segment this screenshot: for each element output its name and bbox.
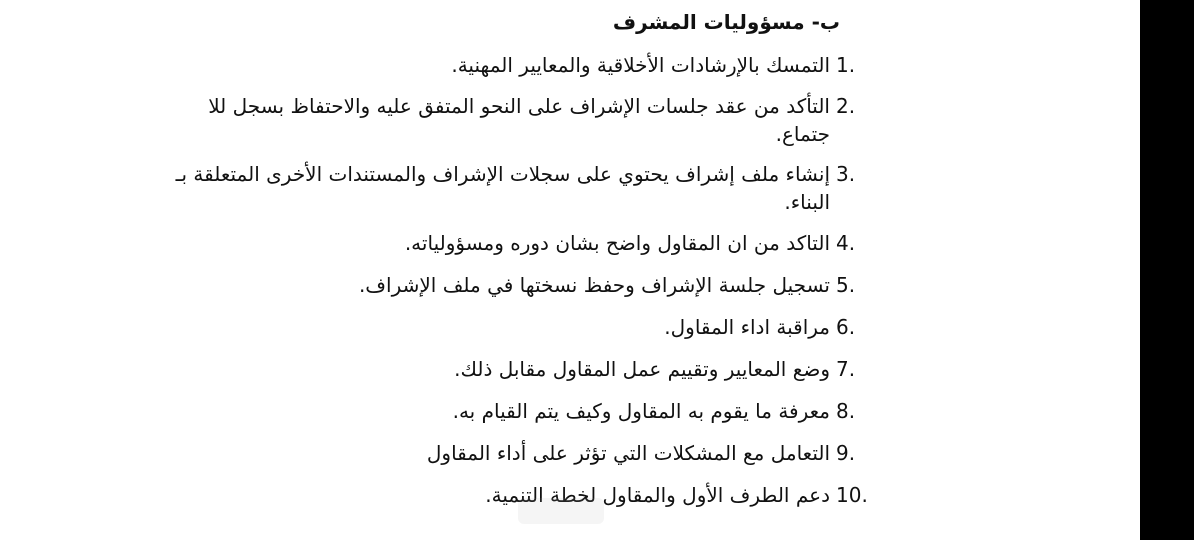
item-text: إنشاء ملف إشراف يحتوي على سجلات الإشراف والمستندات الأخرى المتعلقة بـ البناء. — [175, 162, 830, 214]
item-text: التأكد من عقد جلسات الإشراف على النحو المتفق عليه والاحتفاظ بسجل للا جتماع. — [208, 94, 830, 146]
item-number: 6. — [836, 315, 856, 339]
list-item — [185, 438, 876, 468]
list-item — [185, 50, 876, 80]
item-number: 10. — [836, 483, 868, 507]
item-text: تسجيل جلسة الإشراف وحفظ نسختها في ملف الإشراف. — [358, 273, 830, 297]
item-text: التعامل مع المشكلات التي تؤثر على أداء المقاول — [426, 441, 830, 465]
item-text: دعم الطرف الأول والمقاول لخطة التنمية. — [485, 483, 830, 507]
item-text: مراقبة اداء المقاول. — [664, 315, 830, 339]
list-item — [161, 92, 876, 148]
list-item — [185, 396, 876, 426]
section-heading: ب- مسؤوليات المشرف — [612, 10, 840, 34]
item-text: معرفة ما يقوم به المقاول وكيف يتم القيام به. — [452, 399, 830, 423]
screen-edge-band — [1140, 0, 1194, 540]
list-item — [185, 270, 876, 300]
watermark-logo — [518, 498, 604, 524]
item-number: 1. — [836, 53, 856, 77]
item-number: 2. — [836, 94, 856, 118]
item-number: 4. — [836, 231, 856, 255]
supervisor-responsibilities-list — [175, 50, 876, 522]
list-item — [185, 354, 876, 384]
item-text: وضع المعايير وتقييم عمل المقاول مقابل ذلك. — [454, 357, 830, 381]
item-text: التمسك بالإرشادات الأخلاقية والمعايير المهنية. — [451, 53, 830, 77]
list-item — [185, 312, 876, 342]
item-number: 8. — [836, 399, 856, 423]
list-item — [185, 228, 876, 258]
item-number: 9. — [836, 441, 856, 465]
list-item — [161, 160, 876, 216]
item-text: التاكد من ان المقاول واضح بشان دوره ومسؤولياته. — [404, 231, 830, 255]
item-number: 7. — [836, 357, 856, 381]
item-number: 3. — [836, 162, 856, 186]
item-number: 5. — [836, 273, 856, 297]
